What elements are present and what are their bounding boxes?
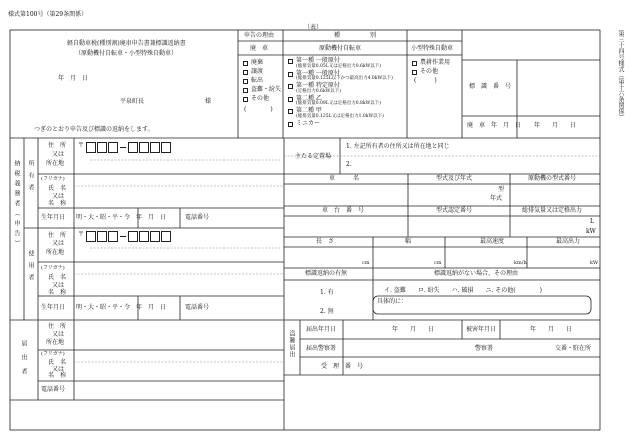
moped-class-note: (総排気量0.125L又は定格出力1.0kW以下) [296,113,384,119]
plate-number-label: 標 識 番 号 [469,83,512,90]
frame-number-label: 車 台 番 号 [322,207,365,214]
form-number: 様式第100号（第29条関係） [8,11,88,18]
side-form-title: 第三十四号様式（第十六条関係） [617,30,624,120]
user-address-label-3: 所在地 [46,249,65,256]
storage-option-2[interactable]: 2. [346,161,352,168]
moped-class-label: 第一種 一般原付 [296,57,340,64]
user-birth-eras[interactable]: 明・大・昭・平・令 年 月 日 [76,304,167,311]
owner-address-label-3: 所在地 [46,160,65,167]
user-phone-label: 電話番号 [185,304,210,311]
length-unit: cm [362,260,370,266]
postal-digit-box[interactable] [86,231,96,242]
special-other-paren[interactable]: ( ) [414,77,437,84]
scrap-date-value[interactable]: 年 月 日 [534,122,577,129]
filer-kana-label: (フリガナ) [41,351,65,357]
moped-class-note: (総排気量0.125L以下かつ最高出力4.0kW以下) [296,76,393,81]
special-class-label: 農耕作業用 [420,59,451,66]
notice-date[interactable]: 年 月 日 [58,75,89,82]
postal-digit-box[interactable] [128,142,138,153]
statement: つぎのとおり申告及び標識の返納をします。 [34,126,154,133]
user-kana-label: (フリガナ) [41,265,65,271]
reason-header: 申告の理由 [244,32,275,39]
moped-class-checkbox[interactable] [288,109,293,114]
special-class-checkbox[interactable] [412,61,417,66]
max-output-label: 最高出力 [556,238,581,245]
return-reason-options[interactable]: イ. 盗難 ロ. 紛失 ハ. 破損 ニ. その他( ) [384,287,542,294]
theft-damage-date-value[interactable]: 年 月 日 [530,326,573,333]
owner-kana-label: (フリガナ) [41,176,65,182]
reason-sub: 廃 車 [250,45,269,52]
filer-name-label-1: 氏 名 [48,359,67,366]
scrap-date-label: 廃 車 年 月 日 [467,122,522,129]
kind-header: 種 別 [334,32,377,39]
owner-name-label-1: 氏 名 [48,185,67,192]
form-subtitle: （原動機付自転車・小型特殊自動車） [75,50,178,57]
theft-side-label: 盗難届出 [288,330,295,358]
moped-class-label: 第二種 甲 [296,107,322,114]
filer-address-label-1: 住 所 [48,323,67,330]
reason-other-paren[interactable]: ( ) [244,106,273,113]
reason-label: 廃棄 [251,59,264,66]
theft-damage-date-label: 被害年月日 [466,326,497,333]
user-address-label-2: 又は [52,240,65,247]
filer-side-label: 届出者 [20,340,27,382]
storage-label: 主たる定置場 [295,153,332,160]
reason-checkbox[interactable] [243,61,248,66]
moped-class-note: (総排気量0.09L又は定格出力0.8kW以下) [296,101,382,106]
owner-name-label-3: 名 称 [48,200,67,207]
postal-digit-box[interactable] [150,142,160,153]
postal-digit-box[interactable] [150,231,160,242]
engine-type-label: 原動機の型式番号 [528,175,577,182]
moped-class-label: 第一種 一般原付 [296,69,340,77]
moped-class-checkbox[interactable] [288,122,293,127]
postal-digit-box[interactable] [139,231,149,242]
reason-checkbox[interactable] [243,97,248,102]
postal-dash [120,236,126,237]
filer-name-label-3: 名 称 [48,372,67,379]
kind-moped: 原動機付自転車 [319,45,362,52]
displacement-unit-kw: kW [586,228,596,235]
return-yes[interactable]: 1. 有 [320,289,334,296]
moped-class-label: 第一種 特定原付 [296,82,340,89]
owner-address-label-2: 又は [52,151,65,158]
postal-digit-box[interactable] [161,231,171,242]
moped-class-checkbox[interactable] [288,84,293,89]
user-name-label-1: 氏 名 [48,274,67,281]
theft-police-label: 届出警察署 [306,345,337,352]
user-name-label-2: 又は [52,282,65,289]
postal-dash [120,147,126,148]
postal-digit-box[interactable] [139,142,149,153]
theft-police-unit: 警察署 [475,345,494,352]
owner-birth-eras[interactable]: 明・大・昭・平・令 年 月 日 [76,214,167,221]
reason-label: 盗難・紛失 [251,86,282,93]
approval-number-label: 型式認定番号 [436,207,473,214]
moped-class-checkbox[interactable] [288,59,293,64]
moped-class-label: 第二種 乙 [296,94,322,102]
return-reason-detail[interactable]: 具体的に： [377,298,408,305]
storage-option-1[interactable]: 1. 左記所有者の住所又は所在地と同じ [346,143,450,150]
displacement-label: 総排気量又は定格出力 [522,207,583,214]
reason-label: 譲渡 [251,68,264,75]
moped-class-checkbox[interactable] [288,72,293,77]
user-birth-label: 生年月日 [41,304,66,311]
postal-digit-box[interactable] [128,231,138,242]
reason-label: 転出 [251,77,264,84]
moped-class-note: (総排気量0.05L又は定格出力0.6kW以下) [296,63,382,69]
year-unit: 年式 [490,195,503,202]
postal-digit-box[interactable] [161,142,171,153]
theft-filed-date-value[interactable]: 年 月 日 [392,326,435,333]
output-unit: kW [590,260,599,266]
width-unit: cm [434,260,442,266]
length-label: 長 さ [316,238,335,245]
vehicle-type-label: 型式及び年式 [436,175,473,182]
owner-address-label-1: 住 所 [48,142,67,149]
postal-digit-box[interactable] [108,142,118,153]
owner-postal-mark: 〒 [78,142,85,149]
user-side-label: 使用者 [27,250,34,286]
return-label: 標識返納の有無 [305,270,348,277]
theft-filed-date-label: 届出年月日 [306,326,337,333]
postal-digit-box[interactable] [86,142,96,153]
owner-side-label: 所有者 [27,160,34,196]
front-mark: （表） [304,24,323,31]
form-title: 軽自動車税(種別割)廃車申告書兼標識返納書 [67,40,186,47]
theft-koban: 交番・駐在所 [555,345,592,352]
honorific: 様 [205,98,212,105]
max-speed-label: 最高速度 [480,238,505,245]
postal-digit-box[interactable] [108,231,118,242]
user-postal-mark: 〒 [78,231,85,238]
filer-address-label-2: 又は [52,331,65,338]
theft-receipt-label: 受 理 番 号 [321,363,364,370]
special-class-checkbox[interactable] [412,70,417,75]
postal-digit-box[interactable] [97,231,107,242]
reason-checkbox[interactable] [243,70,248,75]
owner-name-label-2: 又は [52,193,65,200]
kind-special: 小型特殊自動車 [411,45,454,52]
reason-checkbox[interactable] [243,79,248,84]
speed-unit: km/h [514,260,527,266]
displacement-unit-l: L [590,218,594,225]
reason-label: その他 [251,95,270,102]
vehicle-name-label: 車 名 [329,175,360,182]
owner-phone-label: 電話番号 [185,214,210,221]
reason-checkbox[interactable] [243,88,248,93]
declarant-side-label: 納税義務者（申告） [13,160,20,250]
filer-phone-label: 電話番号 [41,386,66,393]
moped-class-checkbox[interactable] [288,97,293,102]
filer-name-label-2: 又は [52,366,65,373]
user-address-label-1: 住 所 [48,232,67,239]
postal-digit-box[interactable] [97,142,107,153]
moped-class-note: (定格出力0.6kW以下) [296,88,342,94]
filer-address-label-3: 所在地 [46,339,65,346]
return-no[interactable]: 2. 無 [320,308,334,315]
return-reason-label: 標識返納がない場合、その理由 [434,270,519,277]
type-unit: 型 [498,186,505,193]
moped-class-label: ミニカー [296,119,321,127]
owner-birth-label: 生年月日 [41,214,66,221]
user-name-label-3: 名 称 [48,289,67,296]
addressee: 平泉町長 [120,98,145,105]
special-class-label: その他 [420,68,439,75]
width-label: 幅 [405,238,412,245]
